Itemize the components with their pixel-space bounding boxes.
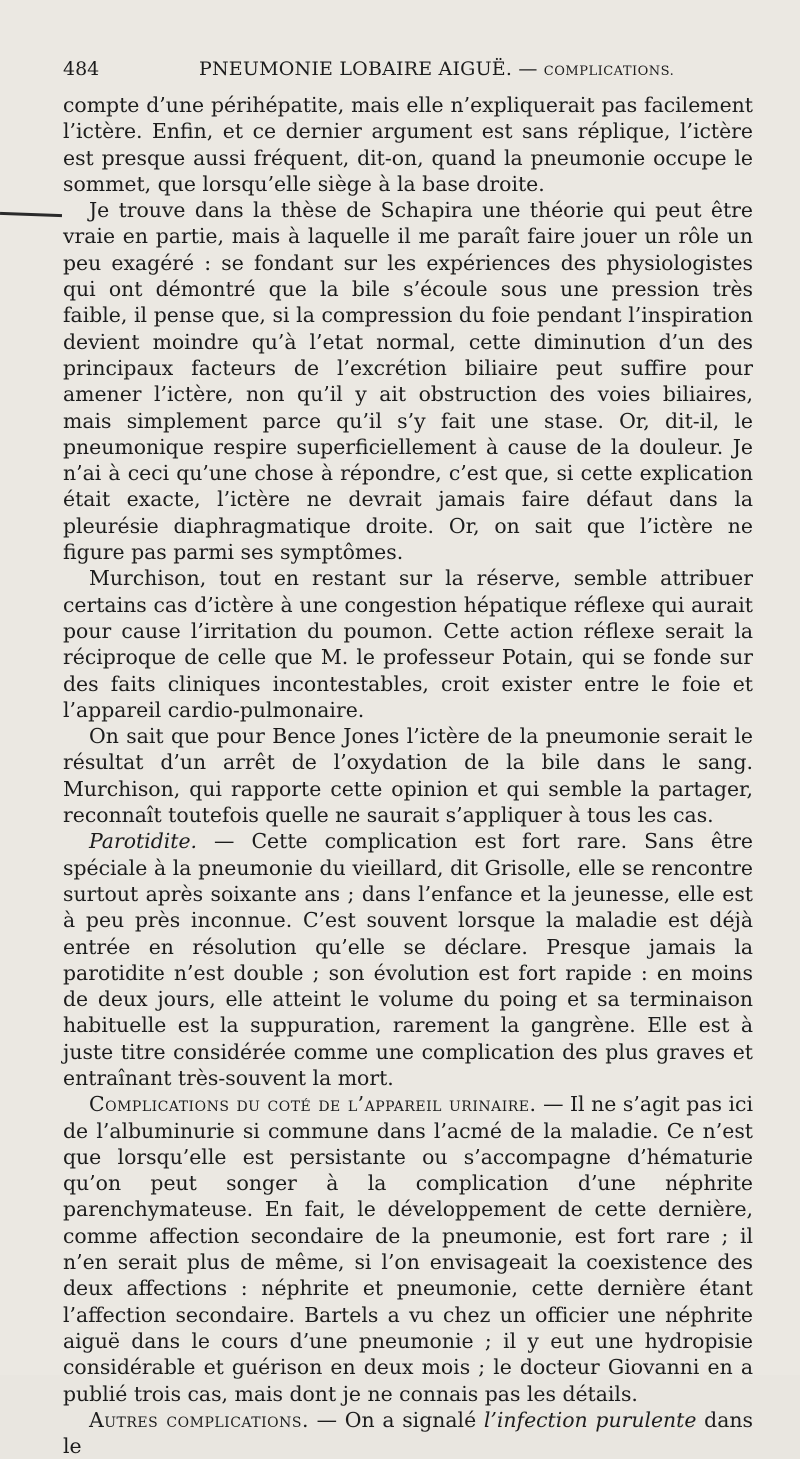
paragraph-2: Je trouve dans la thèse de Schapira une théorie qui peut être vraie en partie, mais à laquelle il me paraît faire jouer un rôle un peu exagéré : se fondant sur les expériences des physiologistes qui ont démontré que la bile s’écoule sous une pression très faible, il pense que, si la compression du foie pendant l’inspiration devient moindre qu’à l’etat normal, cette diminution d’un des principaux facteurs de l’excrétion biliaire peut suffire pour amener l’ictère, non qu’il y ait obstruction des voies biliaires, mais simplement parce qu’il s’y fait une stase. Or, dit-il, le pneumonique respire superficiellement à cause de la douleur. Je n’ai à ceci qu’une chose à répondre, c’est que, si cette explication était exacte, l’ictère ne devrait jamais faire défaut dans la pleurésie diaphragmatique droite. Or, on sait que l’ictère ne figure pas parmi ses symptômes. xyxy=(63,198,753,565)
page-body xyxy=(63,92,753,1459)
paragraph-autres-text-b: dans le xyxy=(63,1407,753,1459)
paragraph-3: Murchison, tout en restant sur la réserve, semble attribuer certains cas d’ictère à une congestion hépatique réflexe qui aurait pour cause l’irritation du poumon. Cette action réflexe serait la réciproque de celle que M. le professeur Potain, qui se fonde sur des faits cliniques incontestables, croit exister entre le foie et l’appareil cardio-pulmonaire. xyxy=(63,566,753,722)
section-heading-autres: Autres complications. xyxy=(89,1407,309,1432)
paragraph-parotidite xyxy=(63,828,753,1091)
paragraph-autres-italic: l’infection purulente xyxy=(483,1407,697,1432)
page-header xyxy=(63,58,753,88)
paragraph-parotidite-text: — Cette complication est fort rare. Sans être spéciale à la pneumonie du vieillard, dit Grisolle, elle se rencontre surtout après soixante ans ; dans l’enfance et la jeunesse, elle est à peu près inconnue. C’est souvent lorsque la maladie est déjà entrée en résolution qu’elle se déclare. Presque jamais la parotidite n’est double ; son évolution est fort rapide : en moins de deux jours, elle atteint le volume du poing et sa terminaison habituelle est la suppuration, rarement la gangrène. Elle est à juste titre considérée comme une complication des plus graves et entraînant très-souvent la mort. xyxy=(63,829,753,1090)
paragraph-urinaire-text: — Il ne s’agit pas ici de l’albuminurie si commune dans l’acmé de la maladie. Ce n’est que lorsqu’elle est persistante ou s’accompagne d’hématurie qu’on peut songer à la complication d’une néphrite parenchymateuse. En fait, le développement de cette dernière, comme affection secondaire de la pneumonie, est fort rare ; il n’en serait plus de même, si l’on envisageait la coexistence des deux affections : néphrite et pneumonie, cette dernière étant l’affection secondaire. Bartels a vu chez un officier une néphrite aiguë dans le cours d’une pneumonie ; il y eut une hydropisie considérable et guérison en deux mois ; le docteur Giovanni en a publié trois cas, mais dont je ne connais pas les détails. xyxy=(63,1092,753,1406)
paragraph-1: compte d’une périhépatite, mais elle n’expliquerait pas facilement l’ictère. Enfin, et ce dernier argument est sans réplique, l’ictère est presque aussi fréquent, dit-on, quand la pneumonie occupe le sommet, que lorsqu’elle siège à la base droite. xyxy=(63,93,753,196)
page-number: 484 xyxy=(63,58,100,80)
section-heading-parotidite: Parotidite. xyxy=(89,829,198,854)
section-heading-urinaire: Complications du coté de l’appareil urinaire. xyxy=(89,1092,537,1117)
paragraph-autres-text-a: — On a signalé xyxy=(308,1407,484,1432)
running-section: COMPLICATIONS. xyxy=(543,64,675,79)
paragraph-urinaire xyxy=(63,1091,753,1407)
margin-pen-mark xyxy=(0,212,62,217)
paragraph-autres xyxy=(63,1407,753,1459)
paragraph-4: On sait que pour Bence Jones l’ictère de la pneumonie serait le résultat d’un arrêt de l’oxydation de la bile dans le sang. Murchison, qui rapporte cette opinion et qui semble la partager, reconnaît toutefois quelle ne saurait s’appliquer à tous les cas. xyxy=(63,724,753,828)
running-title-text: PNEUMONIE LOBAIRE AIGUË. — xyxy=(199,58,538,80)
running-title xyxy=(199,58,674,80)
